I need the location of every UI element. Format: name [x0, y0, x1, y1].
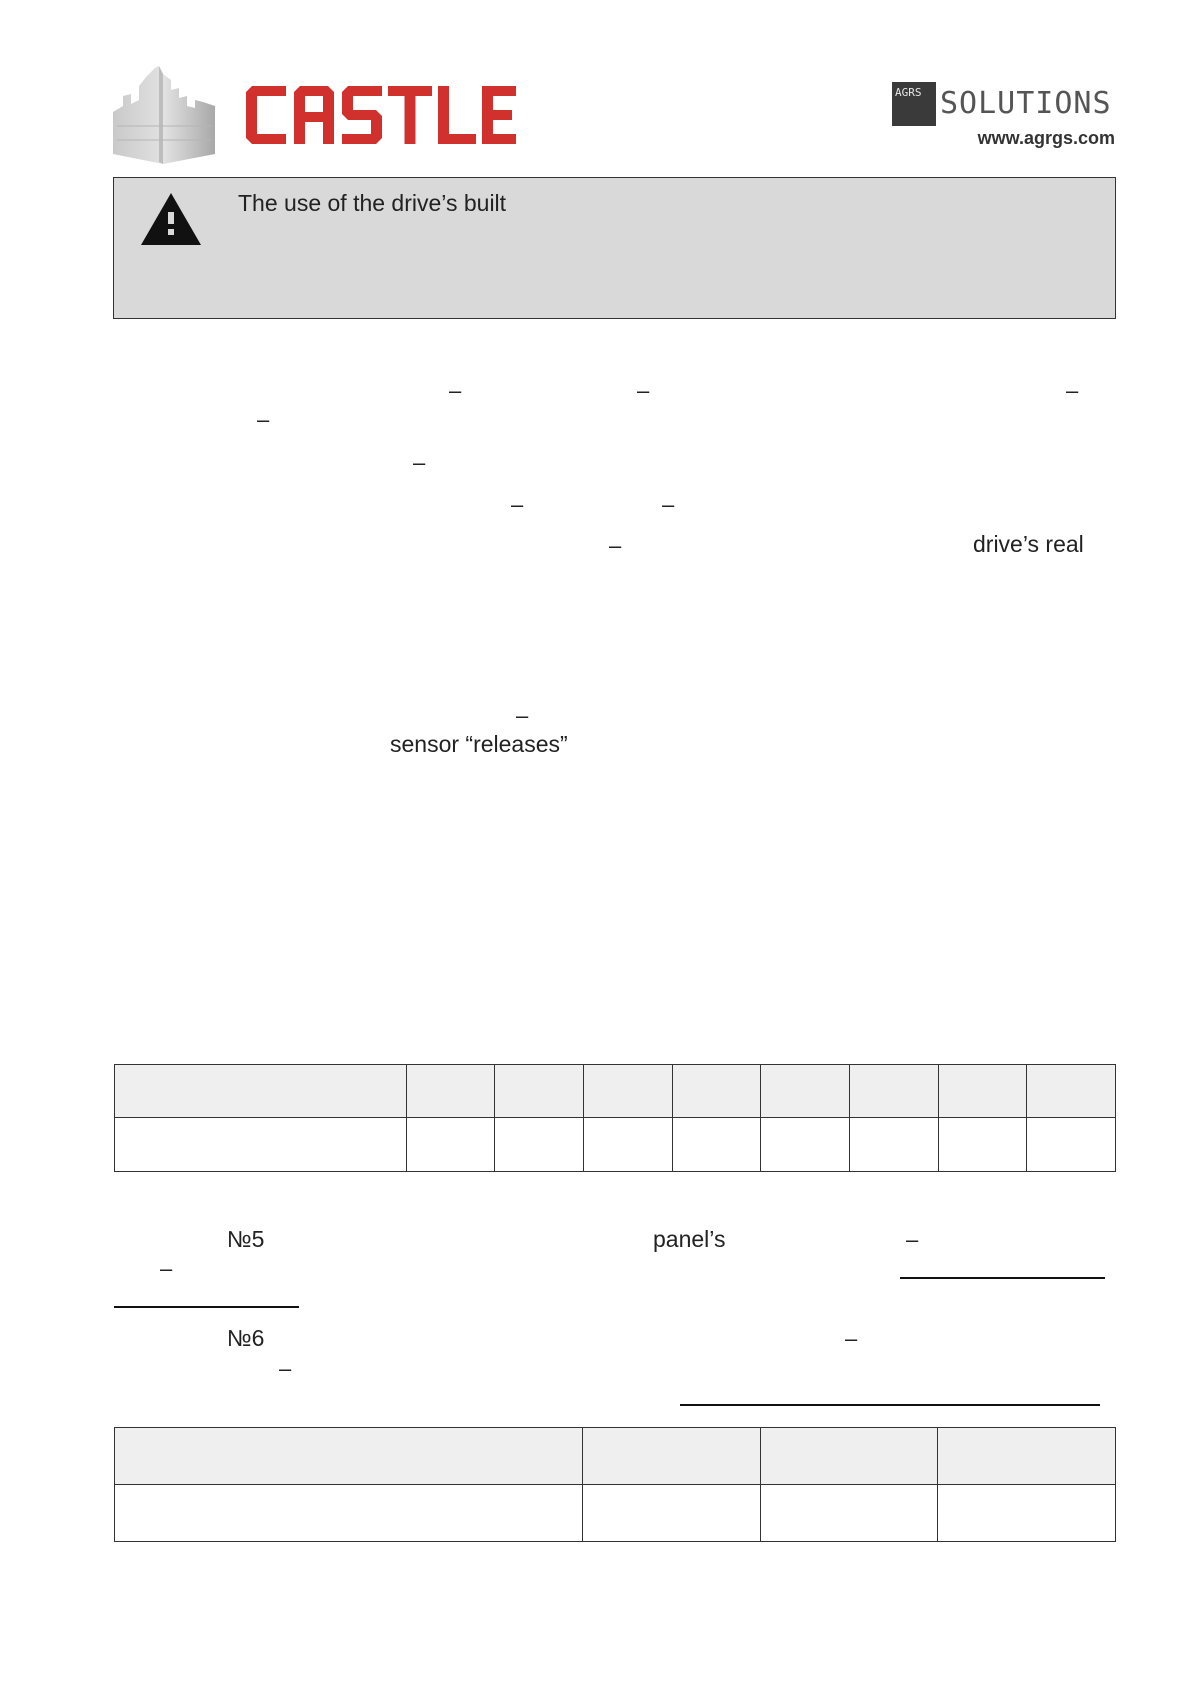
table-cell [115, 1118, 407, 1172]
website-url: www.agrgs.com [977, 128, 1115, 148]
dash: – [511, 492, 524, 517]
table-cell [672, 1065, 761, 1118]
table-row [115, 1485, 1116, 1542]
table-header-row [115, 1428, 1116, 1485]
table-cell [938, 1428, 1116, 1485]
dash: – [449, 378, 462, 403]
parameters-table-2 [114, 1427, 1116, 1542]
table-cell [850, 1118, 939, 1172]
table-cell [938, 1065, 1027, 1118]
table-cell [584, 1065, 673, 1118]
table-cell [495, 1065, 584, 1118]
castle-tower-logo [113, 66, 215, 164]
table-row [115, 1118, 1116, 1172]
dash: – [279, 1356, 292, 1381]
table-cell [672, 1118, 761, 1172]
table-cell [761, 1065, 850, 1118]
dash: – [160, 1256, 173, 1281]
table-cell [1027, 1118, 1116, 1172]
table-cell [583, 1485, 761, 1542]
dash: – [516, 703, 529, 728]
solutions-wordmark: SOLUTIONS [940, 86, 1112, 121]
text-sensor-releases: sensor “releases” [390, 731, 568, 757]
dash: – [1066, 378, 1079, 403]
table-cell [115, 1428, 583, 1485]
table-cell [115, 1065, 407, 1118]
parameters-table-1 [114, 1064, 1116, 1172]
agrs-mark-text: AGRS [895, 86, 922, 99]
underline-rule [900, 1277, 1105, 1279]
table-cell [406, 1118, 495, 1172]
dash: – [257, 407, 270, 432]
dash: – [637, 378, 650, 403]
table-cell [495, 1118, 584, 1172]
text-number-6: №6 [227, 1325, 265, 1351]
text-number-5: №5 [227, 1226, 265, 1252]
warning-text: The use of the drive’s built [238, 190, 507, 216]
text-drives-real: drive’s real [973, 531, 1084, 557]
castle-wordmark [246, 86, 516, 144]
underline-rule [680, 1404, 1100, 1406]
dash: – [845, 1326, 858, 1351]
table-cell [406, 1065, 495, 1118]
warning-triangle-icon [141, 193, 201, 245]
table-header-row [115, 1065, 1116, 1118]
dash: – [662, 492, 675, 517]
table-cell [583, 1428, 761, 1485]
text-panels: panel’s [653, 1226, 726, 1252]
table-cell [850, 1065, 939, 1118]
table-cell [760, 1485, 938, 1542]
agrs-logo-mark [892, 82, 936, 126]
table-cell [938, 1485, 1116, 1542]
dash: – [413, 450, 426, 475]
table-cell [115, 1485, 583, 1542]
table-cell [584, 1118, 673, 1172]
dash: – [609, 533, 622, 558]
table-cell [761, 1118, 850, 1172]
table-cell [760, 1428, 938, 1485]
underline-rule [114, 1306, 299, 1308]
table-cell [938, 1118, 1027, 1172]
table-cell [1027, 1065, 1116, 1118]
dash: – [906, 1227, 919, 1252]
